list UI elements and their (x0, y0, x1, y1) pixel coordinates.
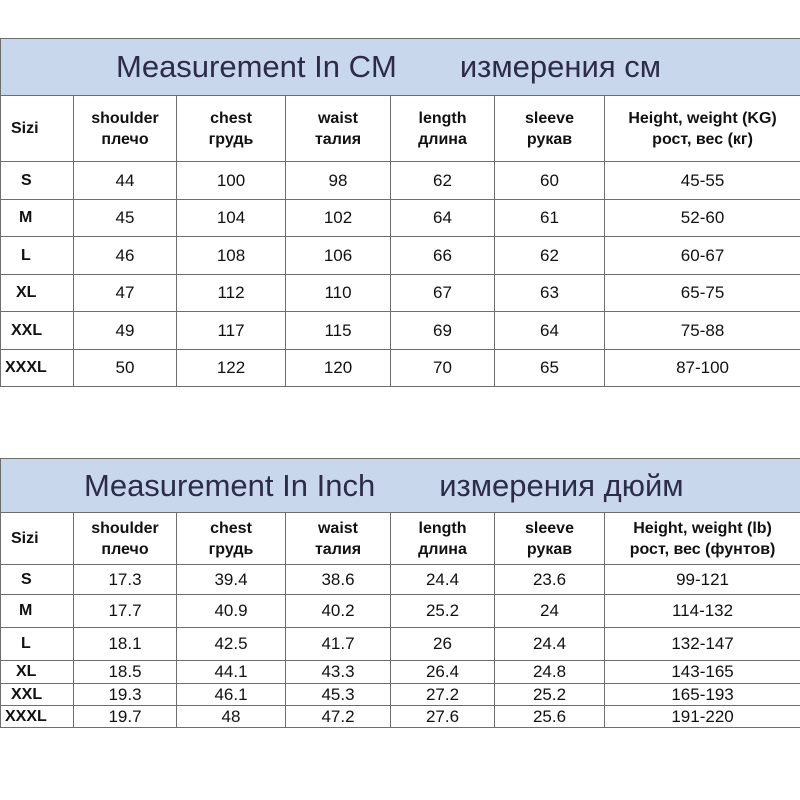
cm-header-waist (286, 96, 391, 162)
waist-value: 102 (286, 200, 391, 237)
height-weight-value: 52-60 (605, 200, 800, 237)
size-label: XXXL (1, 706, 74, 728)
inch-header-waist-ru: талия (314, 540, 362, 558)
inch-table-title (1, 459, 800, 513)
sleeve-value: 61 (495, 200, 605, 237)
waist-value: 98 (286, 162, 391, 200)
waist-value: 120 (286, 350, 391, 387)
inch-header-length-en: length (418, 519, 467, 537)
height-weight-value: 143-165 (605, 661, 800, 684)
waist-value: 106 (286, 237, 391, 275)
inch-header-size-en: Sizi (11, 530, 39, 547)
shoulder-value: 44 (74, 162, 177, 200)
size-label: XXL (1, 684, 74, 706)
cm-header-size-en: Sizi (11, 120, 39, 137)
table-row (1, 162, 800, 200)
cm-header-shoulder-ru: плечо (101, 130, 149, 148)
cm-header-length-en: length (418, 109, 467, 127)
cm-size-table (0, 38, 800, 387)
table-row (1, 595, 800, 628)
cm-header-height-weight-ru: рост, вес (кг) (652, 130, 753, 148)
table-row (1, 312, 800, 350)
chest-value: 117 (177, 312, 286, 350)
shoulder-value: 19.3 (74, 684, 177, 706)
shoulder-value: 45 (74, 200, 177, 237)
chest-value: 42.5 (177, 628, 286, 661)
shoulder-value: 18.5 (74, 661, 177, 684)
table-row (1, 661, 800, 684)
inch-header-row (1, 513, 800, 565)
table-row (1, 200, 800, 237)
table-row (1, 565, 800, 595)
height-weight-value: 99-121 (605, 565, 800, 595)
waist-value: 40.2 (286, 595, 391, 628)
sleeve-value: 64 (495, 312, 605, 350)
inch-title-ru: измерения дюйм (439, 467, 684, 503)
height-weight-value: 132-147 (605, 628, 800, 661)
table-row (1, 684, 800, 706)
chest-value: 48 (177, 706, 286, 728)
height-weight-value: 45-55 (605, 162, 800, 200)
length-value: 67 (391, 275, 495, 312)
length-value: 27.2 (391, 684, 495, 706)
chest-value: 104 (177, 200, 286, 237)
chest-value: 39.4 (177, 565, 286, 595)
chest-value: 40.9 (177, 595, 286, 628)
sleeve-value: 25.6 (495, 706, 605, 728)
length-value: 26.4 (391, 661, 495, 684)
inch-header-shoulder-en: shoulder (91, 519, 159, 537)
inch-header-shoulder-ru: плечо (101, 540, 149, 558)
shoulder-value: 46 (74, 237, 177, 275)
cm-header-sleeve (495, 96, 605, 162)
table-row (1, 350, 800, 387)
cm-header-height-weight (605, 96, 800, 162)
cm-header-sleeve-en: sleeve (525, 109, 574, 127)
cm-header-row (1, 96, 800, 162)
cm-header-chest-en: chest (210, 109, 252, 127)
shoulder-value: 17.3 (74, 565, 177, 595)
chest-value: 44.1 (177, 661, 286, 684)
sleeve-value: 62 (495, 237, 605, 275)
length-value: 27.6 (391, 706, 495, 728)
table-row (1, 628, 800, 661)
table-row (1, 275, 800, 312)
length-value: 64 (391, 200, 495, 237)
inch-header-waist (286, 513, 391, 565)
size-label: XL (1, 661, 74, 684)
inch-header-height-weight-en: Height, weight (lb) (633, 519, 772, 537)
inch-header-chest (177, 513, 286, 565)
inch-header-chest-ru: грудь (208, 540, 254, 558)
height-weight-value: 165-193 (605, 684, 800, 706)
cm-header-waist-ru: талия (314, 130, 362, 148)
cm-header-shoulder (74, 96, 177, 162)
cm-title-ru: измерения см (459, 49, 662, 84)
length-value: 26 (391, 628, 495, 661)
cm-header-length-ru: длина (418, 130, 467, 148)
cm-header-waist-en: waist (317, 109, 358, 127)
sleeve-value: 25.2 (495, 684, 605, 706)
shoulder-value: 49 (74, 312, 177, 350)
table-row (1, 706, 800, 728)
size-label: L (1, 237, 74, 275)
shoulder-value: 47 (74, 275, 177, 312)
waist-value: 115 (286, 312, 391, 350)
inch-header-waist-en: waist (317, 519, 358, 537)
chest-value: 122 (177, 350, 286, 387)
inch-header-shoulder (74, 513, 177, 565)
chest-value: 46.1 (177, 684, 286, 706)
inch-header-sleeve-ru: рукав (526, 540, 573, 558)
waist-value: 110 (286, 275, 391, 312)
sleeve-value: 24.8 (495, 661, 605, 684)
length-value: 25.2 (391, 595, 495, 628)
sleeve-value: 63 (495, 275, 605, 312)
size-label: XXXL (1, 350, 74, 387)
waist-value: 38.6 (286, 565, 391, 595)
inch-header-height-weight (605, 513, 800, 565)
waist-value: 43.3 (286, 661, 391, 684)
cm-header-length (391, 96, 495, 162)
cm-header-shoulder-en: shoulder (91, 109, 159, 127)
height-weight-value: 60-67 (605, 237, 800, 275)
shoulder-value: 19.7 (74, 706, 177, 728)
length-value: 62 (391, 162, 495, 200)
waist-value: 47.2 (286, 706, 391, 728)
sleeve-value: 24.4 (495, 628, 605, 661)
height-weight-value: 114-132 (605, 595, 800, 628)
cm-header-sleeve-ru: рукав (526, 130, 573, 148)
length-value: 70 (391, 350, 495, 387)
shoulder-value: 18.1 (74, 628, 177, 661)
height-weight-value: 75-88 (605, 312, 800, 350)
inch-header-size (1, 513, 74, 565)
height-weight-value: 65-75 (605, 275, 800, 312)
size-label: XL (1, 275, 74, 312)
cm-header-size (1, 96, 74, 162)
cm-header-chest-ru: грудь (208, 130, 254, 148)
chest-value: 108 (177, 237, 286, 275)
size-label: L (1, 628, 74, 661)
height-weight-value: 87-100 (605, 350, 800, 387)
length-value: 69 (391, 312, 495, 350)
length-value: 66 (391, 237, 495, 275)
inch-header-length (391, 513, 495, 565)
inch-header-sleeve (495, 513, 605, 565)
sleeve-value: 23.6 (495, 565, 605, 595)
cm-header-height-weight-en: Height, weight (KG) (628, 109, 777, 127)
size-label: S (1, 162, 74, 200)
chest-value: 112 (177, 275, 286, 312)
chest-value: 100 (177, 162, 286, 200)
sleeve-value: 60 (495, 162, 605, 200)
inch-header-height-weight-ru: рост, вес (фунтов) (629, 540, 776, 558)
cm-table-title (1, 39, 800, 96)
shoulder-value: 17.7 (74, 595, 177, 628)
waist-value: 45.3 (286, 684, 391, 706)
sleeve-value: 24 (495, 595, 605, 628)
size-label: M (1, 595, 74, 628)
waist-value: 41.7 (286, 628, 391, 661)
length-value: 24.4 (391, 565, 495, 595)
shoulder-value: 50 (74, 350, 177, 387)
cm-title-en: Measurement In CM (116, 49, 397, 84)
inch-header-length-ru: длина (418, 540, 467, 558)
sleeve-value: 65 (495, 350, 605, 387)
cm-header-chest (177, 96, 286, 162)
height-weight-value: 191-220 (605, 706, 800, 728)
table-row (1, 237, 800, 275)
inch-header-sleeve-en: sleeve (525, 519, 574, 537)
inch-header-chest-en: chest (210, 519, 252, 537)
size-label: M (1, 200, 74, 237)
size-label: XXL (1, 312, 74, 350)
size-label: S (1, 565, 74, 595)
inch-title-en: Measurement In Inch (84, 467, 376, 503)
inch-size-table (0, 458, 800, 728)
